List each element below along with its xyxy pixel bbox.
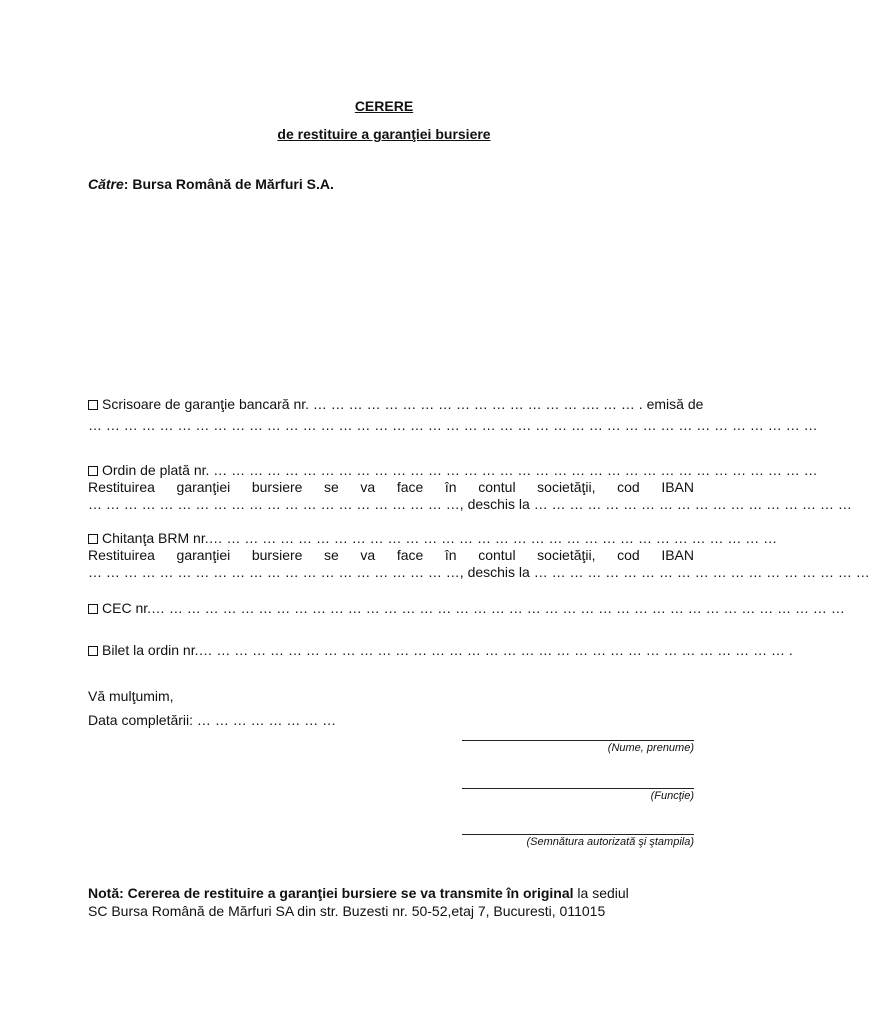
date-field[interactable]: Data completării: … … … … … … … … xyxy=(88,712,337,728)
signature-name[interactable] xyxy=(462,728,694,754)
checkbox-icon[interactable] xyxy=(88,646,98,656)
signature-function[interactable] xyxy=(462,776,694,802)
closing-block xyxy=(88,684,694,732)
signature-caption: (Funcţie) xyxy=(650,790,694,802)
checkbox-icon[interactable] xyxy=(88,400,98,410)
option-text: Restituirea garanţiei bursiere se va face în contul societăţii, cod IBAN xyxy=(88,479,694,495)
option-bilet[interactable] xyxy=(88,642,793,659)
signature-caption: (Semnătura autorizată şi ştampila) xyxy=(526,836,694,848)
option-chitanta[interactable] xyxy=(88,530,870,581)
recipient-label: Către xyxy=(88,176,124,192)
option-text: Restituirea garanţiei bursiere se va face în contul societăţii, cod IBAN xyxy=(88,547,694,563)
recipient-line xyxy=(88,176,334,192)
document-subtitle: de restituire a garanţiei bursiere xyxy=(277,126,491,142)
option-text: Bilet la ordin nr.… … … … … … … … … … … … … … … … … … … … … … … … … … … … … … … … … . xyxy=(102,642,793,658)
signature-caption: (Nume, prenume) xyxy=(607,742,694,754)
thanks-text: Vă mulţumim, xyxy=(88,688,174,704)
option-cec[interactable] xyxy=(88,600,845,617)
checkbox-icon[interactable] xyxy=(88,466,98,476)
checkbox-icon[interactable] xyxy=(88,604,98,614)
option-fill: … … … … … … … … … … … … … … … … … … … … … … … … … … … … … … … … … … … … … … … … … xyxy=(88,417,818,433)
note-text: la sediul xyxy=(573,885,629,901)
checkbox-icon[interactable] xyxy=(88,534,98,544)
option-scrisoare[interactable] xyxy=(88,396,818,434)
option-fill: … … … … … … … … … … … … … … … … … … … … …, deschis la … … … … … … … … … … … … … … … … … … xyxy=(88,496,852,512)
note-bold: Notă: Cererea de restituire a garanţiei bursiere se va transmite în original xyxy=(88,885,574,901)
option-ordin[interactable] xyxy=(88,462,852,513)
signature-stamp[interactable] xyxy=(462,822,694,848)
option-fill: … … … … … … … … … … … … … … … … … … … … …, deschis la … … … … … … … … … … … … … … … … … … … xyxy=(88,564,870,580)
recipient-name: : Bursa Română de Mărfuri S.A. xyxy=(123,176,334,192)
option-text: Chitanţa BRM nr.… … … … … … … … … … … … … … … … … … … … … … … … … … … … … … … … xyxy=(102,530,778,546)
document-title: CERERE xyxy=(354,98,414,114)
footer-note xyxy=(88,884,708,920)
note-address: SC Bursa Română de Mărfuri SA din str. Buzesti nr. 50-52,etaj 7, Bucuresti, 011015 xyxy=(88,903,606,919)
option-text: Ordin de plată nr. … … … … … … … … … … … … … … … … … … … … … … … … … … … … … … … … … … xyxy=(102,462,818,478)
option-text: Scrisoare de garanţie bancară nr. … … … … … … … … … … … … … … … …. … … . emisă de xyxy=(102,396,704,412)
option-text: CEC nr.… … … … … … … … … … … … … … … … … … … … … … … … … … … … … … … … … … … … … … … xyxy=(102,600,845,616)
